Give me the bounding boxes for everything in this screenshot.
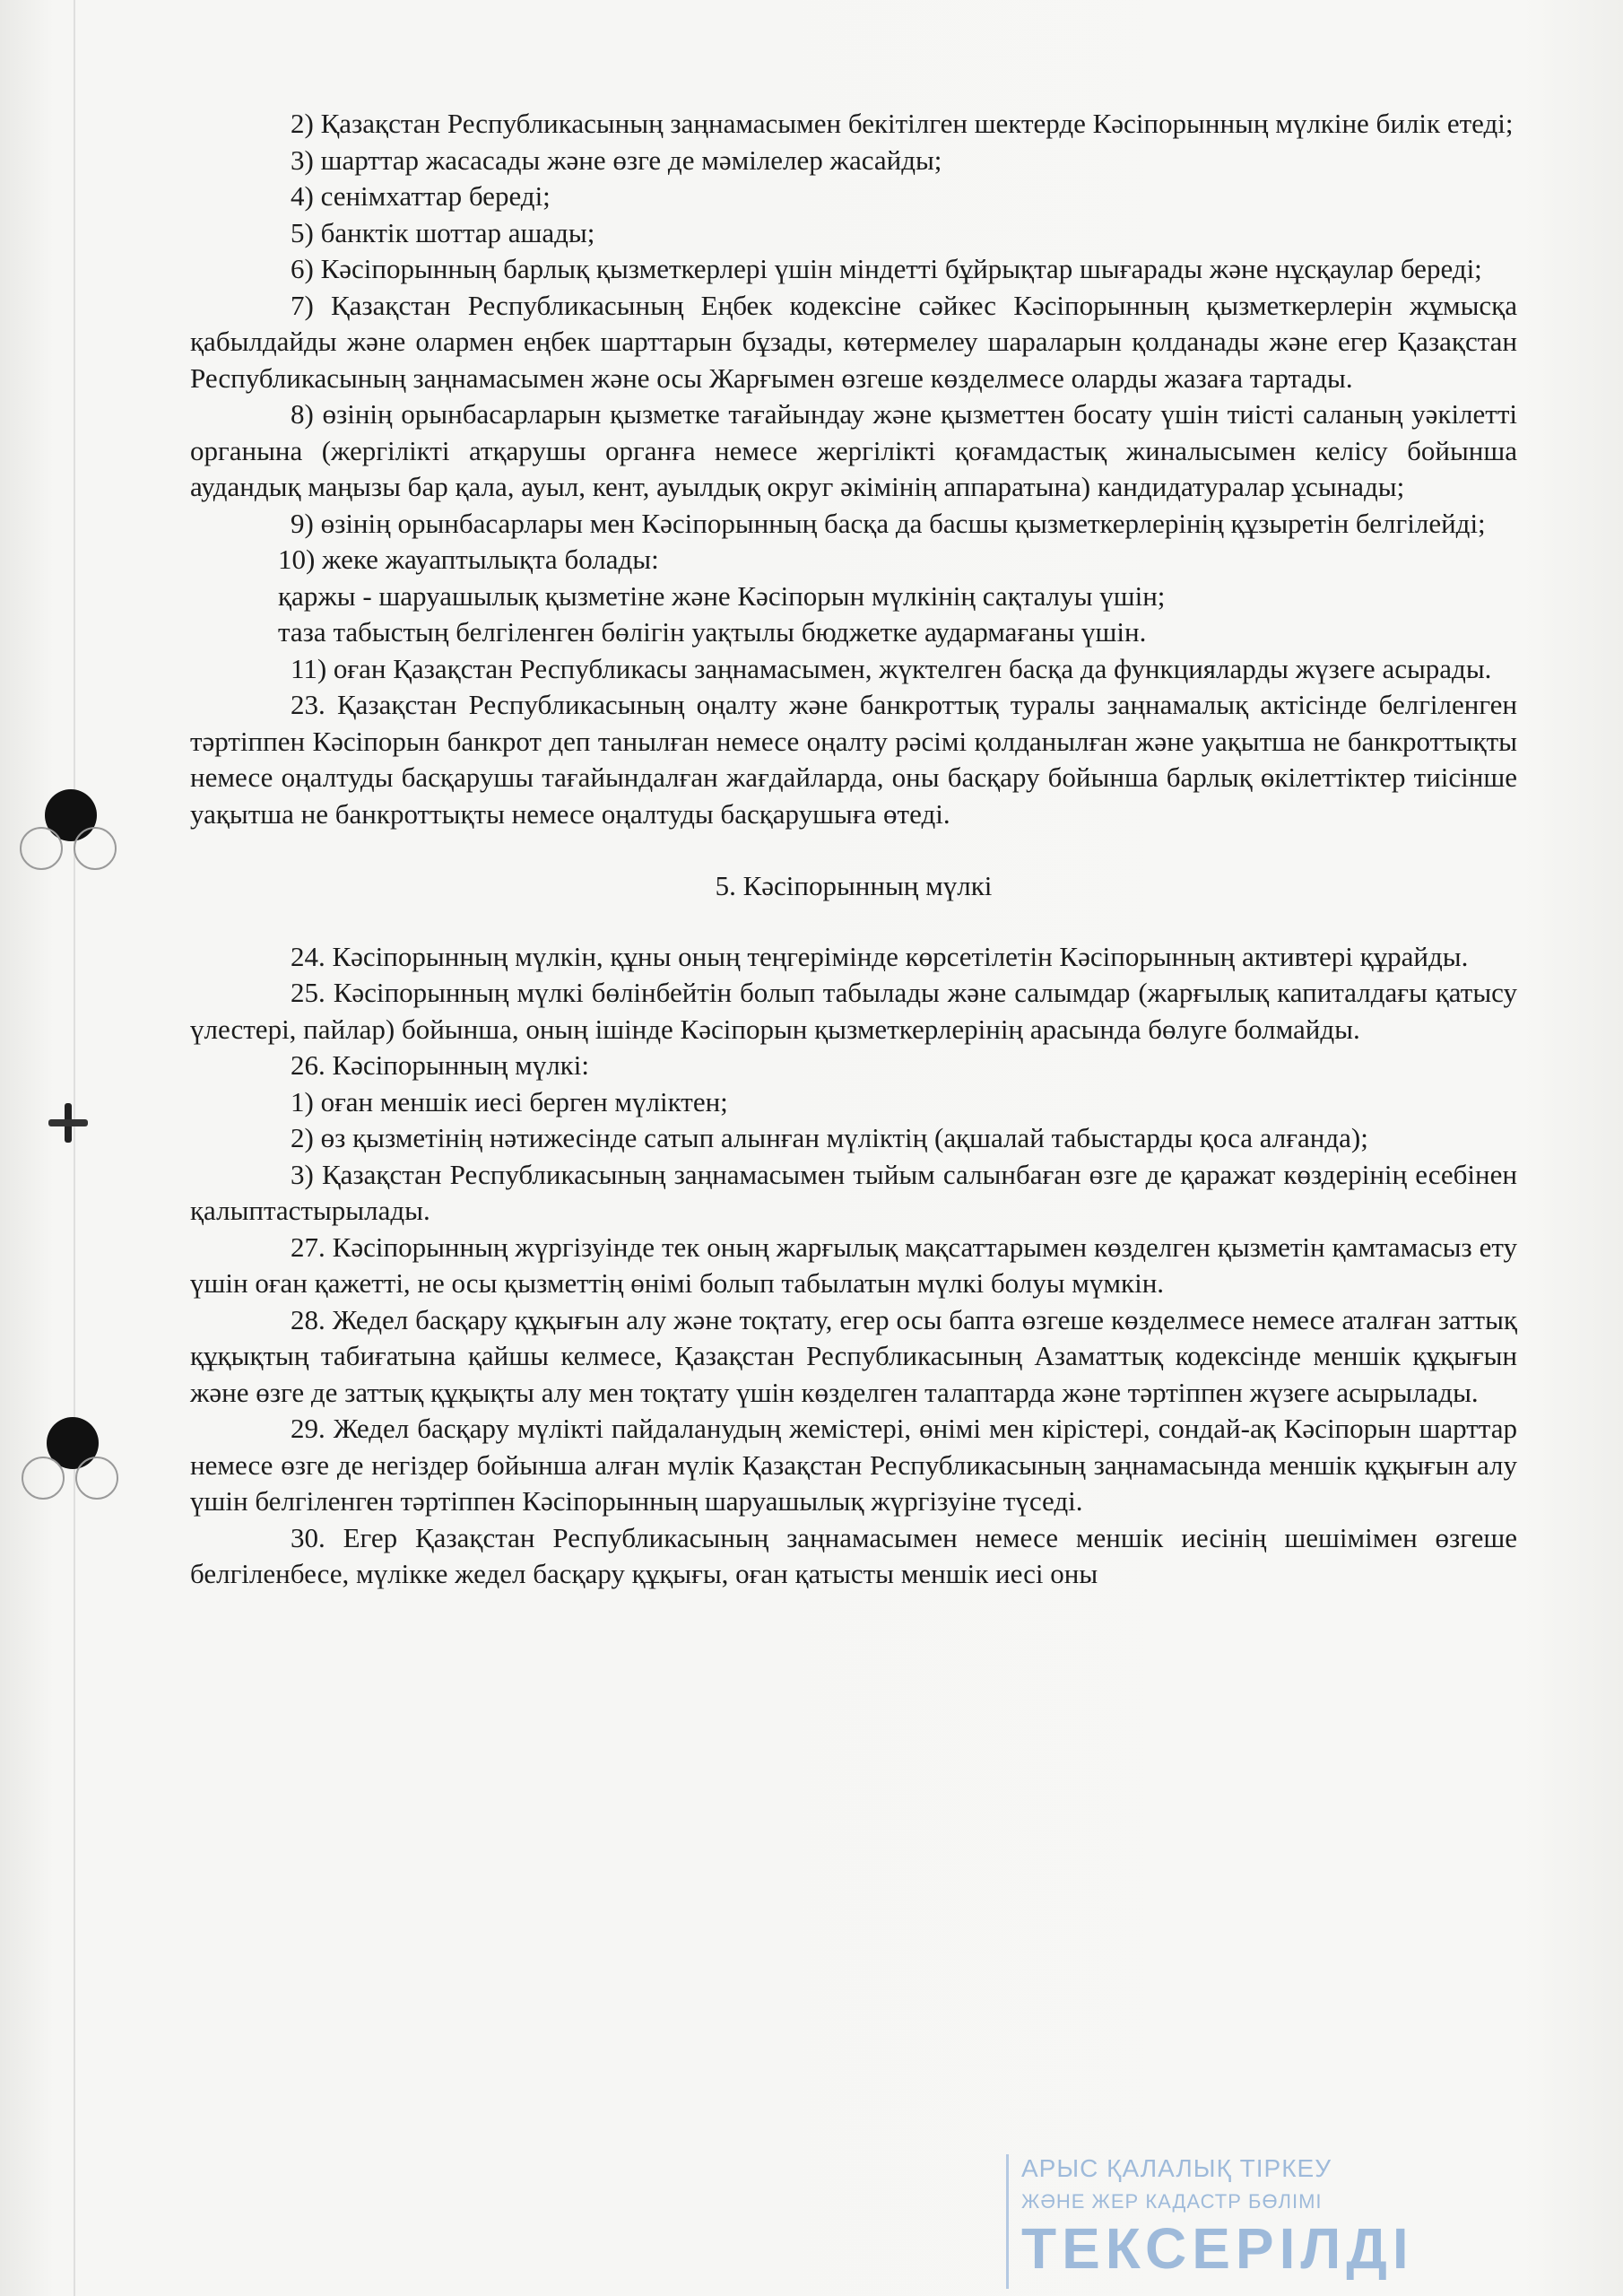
section-heading: 5. Кәсіпорынның мүлкі	[715, 870, 993, 901]
punch-mark-icon	[48, 1119, 88, 1126]
paragraph: 5) банктік шоттар ашады;	[291, 216, 595, 248]
paragraph: 1) оған меншік иесі берген мүліктен;	[291, 1085, 728, 1118]
paragraph: 3) шарттар жасасады және өзге де мәмілелер жасайды;	[291, 144, 942, 176]
paragraph: таза табыстың белгіленген бөлігін уақтылы бюджетке аудармағаны үшін.	[278, 616, 1147, 648]
paragraph: 25. Кәсіпорынның мүлкі бөлінбейтін болып табылады және салымдар (жарғылық капиталдағы қатысу үлестері, пайлар) бойынша, оның ішінде Кәсіпорын қызметкерлерінің арасында бөлуге болмайды.	[190, 977, 1517, 1045]
paragraph: қаржы - шаруашылық қызметіне және Кәсіпорын мүлкінің сақталуы үшін;	[278, 579, 1166, 612]
paragraph: 7) Қазақстан Республикасының Еңбек кодексіне сәйкес Кәсіпорынның қызметкерлерін жұмысқа қабылдайды және олармен еңбек шарттарын бұзады, көтермелеу шараларын қолданады және егер Қазақстан Республикасының заңнамасымен және осы Жарғымен өзгеше көзделмесе оларды жазаға тартады.	[190, 289, 1517, 394]
paragraph: 9) өзінің орынбасарлары мен Кәсіпорынның басқа да басшы қызметкерлерінің құзыретін белгілейді;	[291, 507, 1486, 539]
stamp-line-3: ТЕКСЕРІЛДІ	[1021, 2216, 1414, 2281]
registration-stamp	[1006, 2154, 1414, 2289]
stamp-line-1: АРЫС ҚАЛАЛЫҚ ТІРКЕУ	[1021, 2154, 1332, 2182]
stamp-line-2: ЖӘНЕ ЖЕР КАДАСТР БӨЛІМІ	[1021, 2190, 1323, 2213]
paragraph: 3) Қазақстан Республикасының заңнамасымен тыйым салынбаған өзге де қаражат көздерінің есебінен қалыптастырылады.	[190, 1158, 1517, 1226]
paragraph: 29. Жедел басқару мүлікті пайдаланудың жемістері, өнімі мен кірістері, сондай-ақ Кәсіпорын шарттар немесе өзге де негіздер бойынша алған мүлік Қазақстан Республикасының заңнамасында меншік құқығын алу үшін белгіленген тәртіппен Кәсіпорынның шаруашылық жүргізуіне түседі.	[190, 1413, 1517, 1517]
punch-ring-icon	[22, 1457, 65, 1500]
punch-ring-icon	[74, 827, 117, 870]
punch-ring-icon	[20, 827, 63, 870]
paragraph: 30. Егер Қазақстан Республикасының заңнамасымен немесе меншік иесінің шешімімен өзгеше белгіленбесе, мүлікке жедел басқару құқығы, оған қатысты меншік иесі оны	[190, 1521, 1517, 1589]
paragraph: 6) Кәсіпорынның барлық қызметкерлері үшін міндетті бұйрықтар шығарады және нұсқаулар береді;	[291, 253, 1482, 284]
paragraph: 26. Кәсіпорынның мүлкі:	[291, 1049, 589, 1081]
paragraph: 4) сенімхаттар береді;	[291, 180, 551, 212]
paragraph: 27. Кәсіпорынның жүргізуінде тек оның жарғылық мақсаттарымен көзделген қызметін қамтамасыз ету үшін оған қажетті, не осы қызметтің өнімі болып табылатын мүлкі болуы мүмкін.	[190, 1231, 1517, 1299]
paragraph: 23. Қазақстан Республикасының оңалту және банкроттық туралы заңнамалық актісінде белгіленген тәртіппен Кәсіпорын банкрот деп танылған немесе оңалту рәсімі қолданылған және уақытша не банкроттықты немесе оңалтуды басқарушы тағайындалған жағдайларда, оны басқару бойынша барлық өкілеттіктер тиісінше уақытша не банкроттықты немесе оңалтуды басқарушыға өтеді.	[190, 689, 1517, 830]
page-fold-shadow	[74, 0, 75, 2296]
paragraph: 24. Кәсіпорынның мүлкін, құны оның теңгерімінде көрсетілетін Кәсіпорынның активтері құрайды.	[291, 940, 1469, 972]
document-body	[190, 106, 1517, 1593]
paragraph: 8) өзінің орынбасарларын қызметке тағайындау және қызметтен босату үшін тиісті саланың уәкілетті органына (жергілікті атқарушы органға немесе жергілікті қоғамдастық жиналысымен келісу бойынша аудандық маңызы бар қала, ауыл, кент, ауылдық округ әкімінің аппаратына) кандидатуралар ұсынады;	[190, 398, 1517, 502]
paragraph: 2) өз қызметінің нәтижесінде сатып алынған мүліктің (ақшалай табыстарды қоса алғанда);	[291, 1122, 1368, 1153]
paragraph: 2) Қазақстан Республикасының заңнамасымен бекітілген шектерде Кәсіпорынның мүлкіне билік етеді;	[291, 108, 1514, 139]
paragraph: 10) жеке жауаптылықта болады:	[278, 544, 659, 575]
paragraph: 11) оған Қазақстан Республикасы заңнамасымен, жүктелген басқа да функцияларды жүзеге асырады.	[291, 652, 1492, 684]
punch-ring-icon	[75, 1457, 118, 1500]
paragraph: 28. Жедел басқару құқығын алу және тоқтату, егер осы бапта өзгеше көзделмесе немесе аталған заттық құқықтың табиғатына қайшы келмесе, Қазақстан Республикасының Азаматтық кодексінде меншік құқығын және өзге де заттық құқықты алу мен тоқтату үшін көзделген талаптарда және тәртіппен жүзеге асырылады.	[190, 1303, 1517, 1408]
